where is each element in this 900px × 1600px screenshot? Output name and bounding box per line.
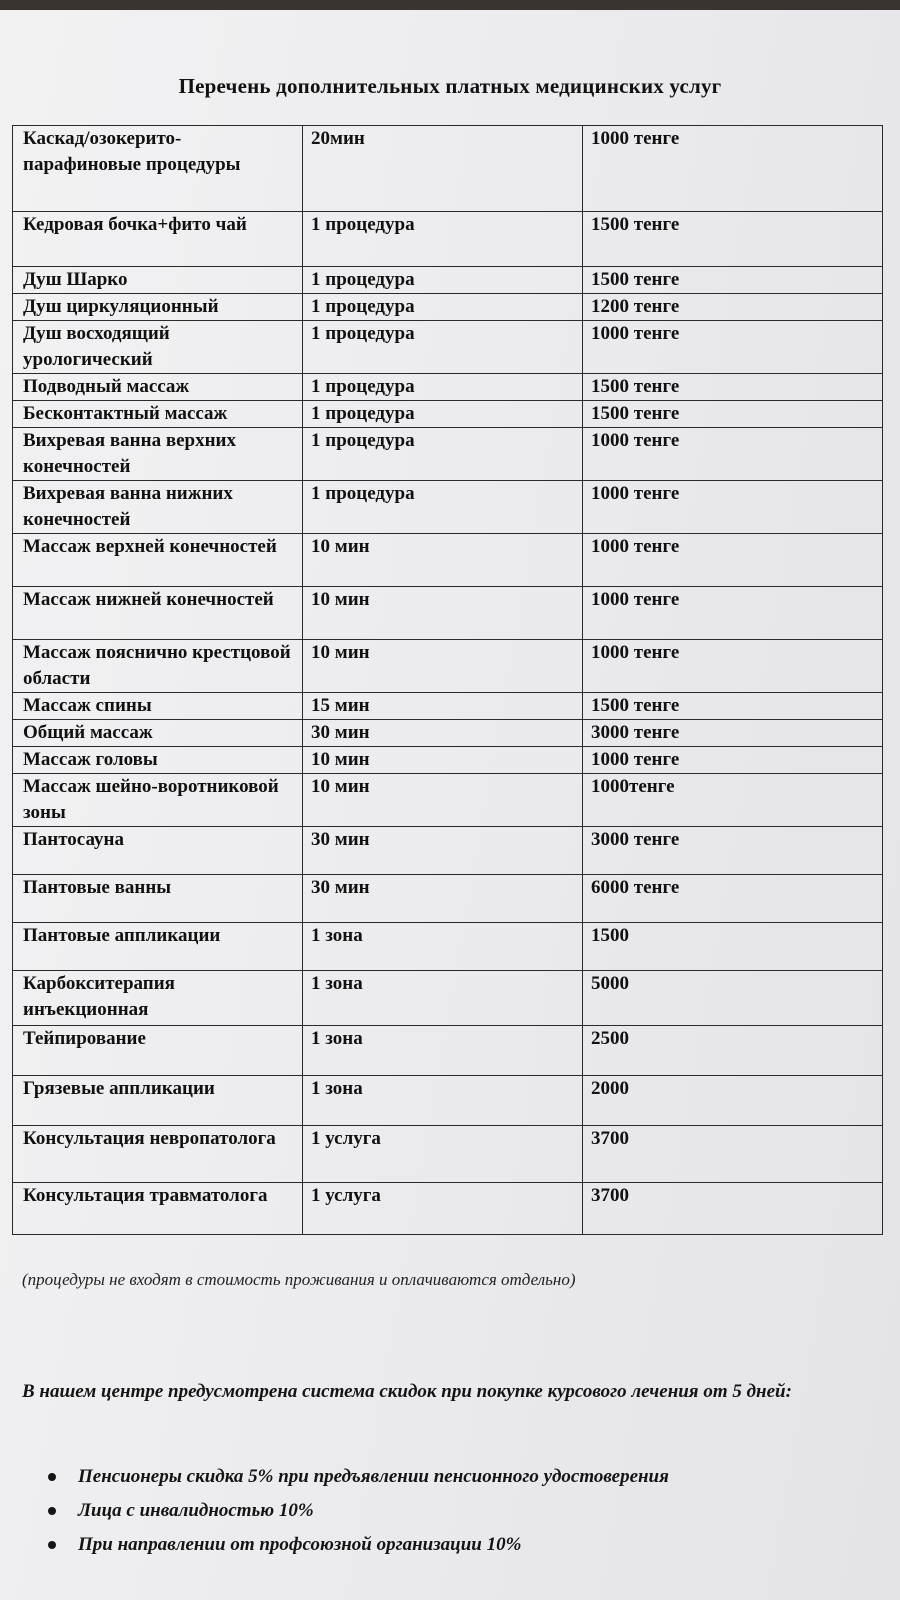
service-price-cell: 1500 тенге bbox=[583, 401, 883, 428]
service-name-cell: Пантосауна bbox=[13, 827, 303, 875]
discount-list bbox=[44, 1460, 669, 1562]
discount-pensioners: Пенсионеры скидка 5% при предъявлении пенсионного удостоверения bbox=[78, 1466, 669, 1487]
table-row bbox=[13, 1026, 883, 1076]
service-name-cell: Массаж нижней конечностей bbox=[13, 587, 303, 640]
service-price-cell: 2500 bbox=[583, 1026, 883, 1076]
service-price-cell: 1500 тенге bbox=[583, 693, 883, 720]
service-price-cell: 6000 тенге bbox=[583, 875, 883, 923]
list-item bbox=[44, 1460, 669, 1494]
service-price-cell: 1500 тенге bbox=[583, 267, 883, 294]
price-list-page bbox=[0, 10, 900, 1600]
table-row bbox=[13, 827, 883, 875]
service-price-cell: 1000 тенге bbox=[583, 534, 883, 587]
table-row bbox=[13, 640, 883, 693]
table-row bbox=[13, 212, 883, 267]
service-name-cell: Массаж верхней конечностей bbox=[13, 534, 303, 587]
table-row bbox=[13, 1183, 883, 1235]
bullet-icon bbox=[48, 1541, 56, 1549]
service-unit-cell: 15 мин bbox=[303, 693, 583, 720]
service-name-cell: Пантовые аппликации bbox=[13, 923, 303, 971]
service-price-cell: 1500 bbox=[583, 923, 883, 971]
service-price-cell: 1000 тенге bbox=[583, 587, 883, 640]
service-name-cell: Консультация травматолога bbox=[13, 1183, 303, 1235]
service-unit-cell: 1 процедура bbox=[303, 481, 583, 534]
service-unit-cell: 1 процедура bbox=[303, 212, 583, 267]
service-name-cell: Консультация невропатолога bbox=[13, 1126, 303, 1183]
table-row bbox=[13, 1076, 883, 1126]
service-price-cell: 1000тенге bbox=[583, 774, 883, 827]
table-row bbox=[13, 971, 883, 1026]
bullet-icon bbox=[48, 1507, 56, 1515]
service-price-cell: 3000 тенге bbox=[583, 827, 883, 875]
table-row bbox=[13, 587, 883, 640]
service-name-cell: Каскад/озокерито-парафиновые процедуры bbox=[13, 126, 303, 212]
bullet-icon bbox=[48, 1473, 56, 1481]
service-unit-cell: 1 процедура bbox=[303, 428, 583, 481]
service-unit-cell: 30 мин bbox=[303, 875, 583, 923]
service-unit-cell: 1 процедура bbox=[303, 321, 583, 374]
list-item bbox=[44, 1494, 669, 1528]
table-row bbox=[13, 428, 883, 481]
table-row bbox=[13, 747, 883, 774]
service-name-cell: Общий массаж bbox=[13, 720, 303, 747]
service-unit-cell: 10 мин bbox=[303, 534, 583, 587]
service-unit-cell: 10 мин bbox=[303, 587, 583, 640]
service-unit-cell: 10 мин bbox=[303, 774, 583, 827]
table-row bbox=[13, 923, 883, 971]
service-unit-cell: 1 услуга bbox=[303, 1126, 583, 1183]
service-name-cell: Тейпирование bbox=[13, 1026, 303, 1076]
service-name-cell: Душ восходящий урологический bbox=[13, 321, 303, 374]
service-name-cell: Пантовые ванны bbox=[13, 875, 303, 923]
service-name-cell: Массаж головы bbox=[13, 747, 303, 774]
service-price-cell: 3700 bbox=[583, 1126, 883, 1183]
service-name-cell: Душ Шарко bbox=[13, 267, 303, 294]
discount-trade-union: При направлении от профсоюзной организации 10% bbox=[78, 1534, 522, 1555]
service-unit-cell: 1 зона bbox=[303, 971, 583, 1026]
table-row bbox=[13, 401, 883, 428]
service-unit-cell: 30 мин bbox=[303, 720, 583, 747]
service-name-cell: Бесконтактный массаж bbox=[13, 401, 303, 428]
table-row bbox=[13, 321, 883, 374]
list-item bbox=[44, 1528, 669, 1562]
service-price-cell: 1500 тенге bbox=[583, 374, 883, 401]
service-price-cell: 1000 тенге bbox=[583, 481, 883, 534]
service-unit-cell: 1 процедура bbox=[303, 294, 583, 321]
service-price-cell: 1000 тенге bbox=[583, 747, 883, 774]
service-unit-cell: 30 мин bbox=[303, 827, 583, 875]
service-name-cell: Массаж пояснично крестцовой области bbox=[13, 640, 303, 693]
service-name-cell: Вихревая ванна нижних конечностей bbox=[13, 481, 303, 534]
service-name-cell: Душ циркуляционный bbox=[13, 294, 303, 321]
service-price-cell: 1500 тенге bbox=[583, 212, 883, 267]
services-table bbox=[12, 125, 883, 1235]
table-row bbox=[13, 774, 883, 827]
table-row bbox=[13, 693, 883, 720]
service-unit-cell: 20мин bbox=[303, 126, 583, 212]
service-unit-cell: 1 процедура bbox=[303, 267, 583, 294]
service-price-cell: 1000 тенге bbox=[583, 321, 883, 374]
service-price-cell: 1000 тенге bbox=[583, 640, 883, 693]
service-name-cell: Массаж спины bbox=[13, 693, 303, 720]
table-row bbox=[13, 534, 883, 587]
page-title: Перечень дополнительных платных медицинских услуг bbox=[178, 74, 722, 98]
service-price-cell: 3000 тенге bbox=[583, 720, 883, 747]
discount-disability: Лица с инвалидностью 10% bbox=[78, 1500, 314, 1521]
table-row bbox=[13, 374, 883, 401]
service-price-cell: 3700 bbox=[583, 1183, 883, 1235]
service-price-cell: 1000 тенге bbox=[583, 428, 883, 481]
service-name-cell: Карбокситерапия инъекционная bbox=[13, 971, 303, 1026]
service-price-cell: 1200 тенге bbox=[583, 294, 883, 321]
table-row bbox=[13, 294, 883, 321]
service-unit-cell: 10 мин bbox=[303, 640, 583, 693]
service-name-cell: Грязевые аппликации bbox=[13, 1076, 303, 1126]
service-name-cell: Вихревая ванна верхних конечностей bbox=[13, 428, 303, 481]
service-price-cell: 2000 bbox=[583, 1076, 883, 1126]
service-name-cell: Подводный массаж bbox=[13, 374, 303, 401]
table-row bbox=[13, 481, 883, 534]
service-unit-cell: 1 зона bbox=[303, 1076, 583, 1126]
service-unit-cell: 10 мин bbox=[303, 747, 583, 774]
table-row bbox=[13, 126, 883, 212]
table-row bbox=[13, 720, 883, 747]
service-unit-cell: 1 процедура bbox=[303, 374, 583, 401]
service-name-cell: Кедровая бочка+фито чай bbox=[13, 212, 303, 267]
discount-info: В нашем центре предусмотрена система скидок при покупке курсового лечения от 5 дней: bbox=[22, 1381, 792, 1402]
table-row bbox=[13, 875, 883, 923]
service-unit-cell: 1 услуга bbox=[303, 1183, 583, 1235]
service-unit-cell: 1 зона bbox=[303, 923, 583, 971]
service-price-cell: 5000 bbox=[583, 971, 883, 1026]
service-unit-cell: 1 зона bbox=[303, 1026, 583, 1076]
service-name-cell: Массаж шейно-воротниковой зоны bbox=[13, 774, 303, 827]
footnote: (процедуры не входят в стоимость проживания и оплачиваются отдельно) bbox=[22, 1270, 576, 1289]
table-row bbox=[13, 267, 883, 294]
service-price-cell: 1000 тенге bbox=[583, 126, 883, 212]
service-unit-cell: 1 процедура bbox=[303, 401, 583, 428]
table-row bbox=[13, 1126, 883, 1183]
